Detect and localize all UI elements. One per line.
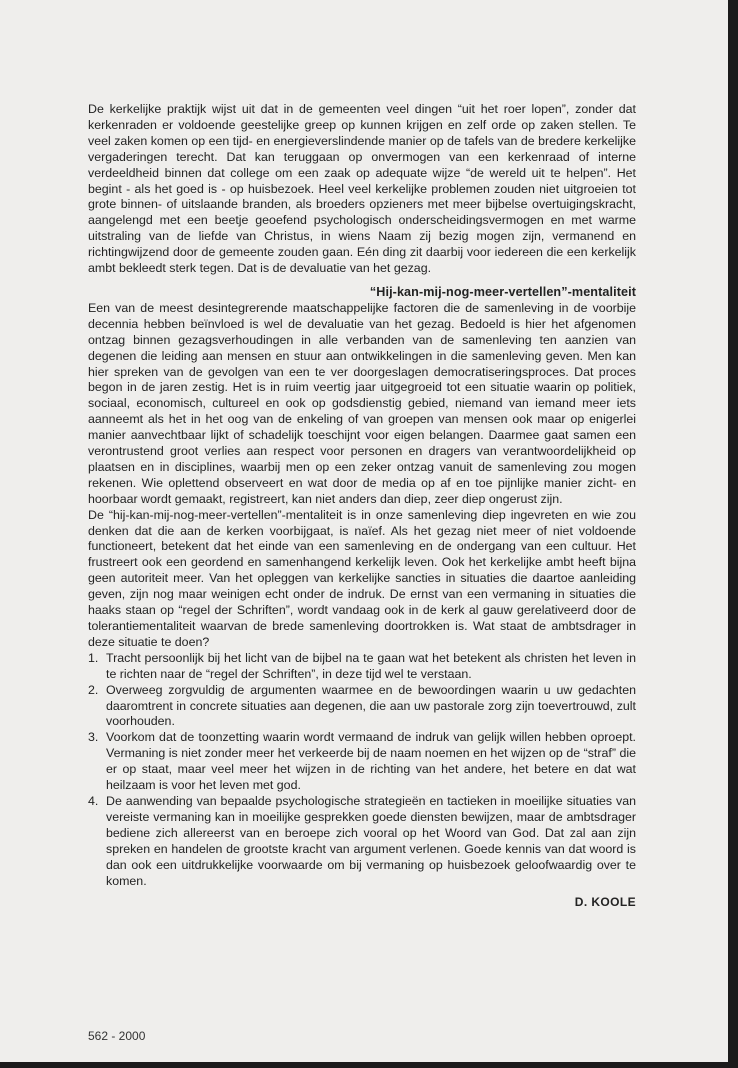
list-text: Tracht persoonlijk bij het licht van de bijbel na te gaan wat het betekent als christen het leven in te richten naar de “regel der Schriften”, in deze tijd wel te verstaan. bbox=[106, 650, 636, 681]
body-paragraph-2: De “hij-kan-mij-nog-meer-vertellen”-mentaliteit is in onze samenleving diep ingevreten en wie zou denken dat die aan de kerken voorbijgaat, is naïef. Als het gezag niet meer of niet voldoende functioneert, betekent dat het einde van een samenleving en de ondergang van een cultuur. Het frustreert ook een geordend en samenhangend kerkelijk leven. Ook het kerkelijke ambt heeft bijna geen autoriteit meer. Van het opleggen van kerkelijke sancties in situaties die daartoe aanleiding geven, zijn nog maar weinigen echt onder de indruk. De ernst van een vermaning in situaties die haaks staan op “regel der Schriften”, wordt vandaag ook in de kerk al gauw gerelativeerd door de tolerantiementaliteit waarvan de brede samenleving doortrokken is. Wat staat de ambtsdrager in deze situatie te doen? bbox=[88, 507, 636, 649]
scan-edge-bottom bbox=[0, 1062, 738, 1068]
advice-list bbox=[88, 651, 636, 890]
list-text: Voorkom dat de toonzetting waarin wordt vermaand de indruk van gelijk willen hebben oproept. Vermaning is niet zonder meer het verkeerde bij de naam noemen en het wijzen op de “straf” die er op staat, maar veel meer het wijzen in de richting van het andere, het betere en dat wat heilzaam is voor het leven met god. bbox=[106, 730, 636, 793]
author-signature: D. KOOLE bbox=[574, 895, 636, 910]
list-item bbox=[88, 683, 636, 731]
body-paragraph-1: Een van de meest desintegrerende maatschappelijke factoren die de samenleving in de voorbije decennia hebben beïnvloed is wel de devaluatie van het gezag. Bedoeld is hier het afgenomen ontzag binnen gezagsverhoudingen in alle verbanden van de samenleving ten aanzien van degenen die leiding aan mensen en stuur aan ontwikkelingen in die samenleving geven. Men kan hier spreken van de gevolgen van een te ver doorgeslagen democratiseringsproces. Dat proces begon in de jaren zestig. Het is in ruim veertig jaar uitgegroeid tot een situatie waarin op politiek, sociaal, economisch, cultureel en ook op godsdienstig gebied, niemand van iemand meer iets aanneemt als het in het oog van de enkeling of van groepen van mensen ook maar op enigerlei manier aanvechtbaar lijkt of schadelijk toeschijnt voor eigen belangen. Daarmee gaat samen een verontrustend groot verlies aan respect voor personen en dragers van verantwoordelijkheid op plaatsen en in disciplines, waarbij men op een zeker ontzag vanuit de samenleving zou mogen rekenen. Wie oplettend observeert en wat door de media op af en toe pijnlijke manier zicht- en hoorbaar wordt gemaakt, registreert, kan niet anders dan diep, zeer diep ongerust zijn. bbox=[88, 300, 636, 506]
scan-edge-right bbox=[728, 0, 738, 1068]
article-body bbox=[88, 102, 636, 911]
list-item bbox=[88, 794, 636, 889]
list-number: 1. bbox=[88, 650, 99, 665]
intro-paragraph: De kerkelijke praktijk wijst uit dat in de gemeenten veel dingen “uit het roer lopen”, zonder dat kerkenraden er voldoende geestelijke greep op kunnen krijgen en zelf orde op zaken stellen. Te veel zaken komen op een tijd- en energieverslindende manier op de tafels van de bredere kerkelijke vergaderingen terecht. Dat kan teruggaan op onvermogen van een kerkenraad of interne verdeeldheid binnen dat college om een zaak op adequate wijze “de wereld uit te helpen”. Het begint - als het goed is - op huisbezoek. Heel veel kerkelijke problemen zouden niet uitgroeien tot grote binnen- of uitslaande branden, als broeders opzieners met meer bijbelse overtuigingskracht, aangelengd met een beetje geoefend psychologisch onderscheidingsvermogen en met warme uitstraling van de liefde van Christus, in wiens Naam zij bezig mogen zijn, vermanend en richtingwijzend door de gemeente zouden gaan. Eén ding zit daarbij voor iedereen die een kerkelijk ambt bekleedt sterk tegen. Dat is de devaluatie van het gezag. bbox=[88, 102, 636, 276]
list-item bbox=[88, 730, 636, 794]
page-number: 562 - 2000 bbox=[88, 1029, 146, 1043]
list-number: 4. bbox=[88, 793, 99, 808]
section-heading: “Hij-kan-mij-nog-meer-vertellen”-mentaliteit bbox=[369, 284, 636, 299]
list-text: Overweeg zorgvuldig de argumenten waarmee en de bewoordingen waarin u uw gedachten daaromtrent in concrete situaties aan degenen, die aan uw pastorale zorg zijn toevertrouwd, zult voorhouden. bbox=[106, 682, 636, 729]
list-text: De aanwending van bepaalde psychologische strategieën en tactieken in moeilijke situaties van vereiste vermaning kan in moeilijke gesprekken goede diensten bewijzen, maar de ambtsdrager bediene zich allereerst van en beroepe zich vooral op het Woord van God. Dat zal aan zijn spreken en handelen de grootste kracht van argument verlenen. Goede kennis van dat woord is dan ook een uitdrukkelijke voorwaarde om bij vermaning op huisbezoek geloofwaardig over te komen. bbox=[106, 793, 636, 888]
list-number: 3. bbox=[88, 730, 99, 745]
list-number: 2. bbox=[88, 682, 99, 697]
list-item bbox=[88, 651, 636, 683]
